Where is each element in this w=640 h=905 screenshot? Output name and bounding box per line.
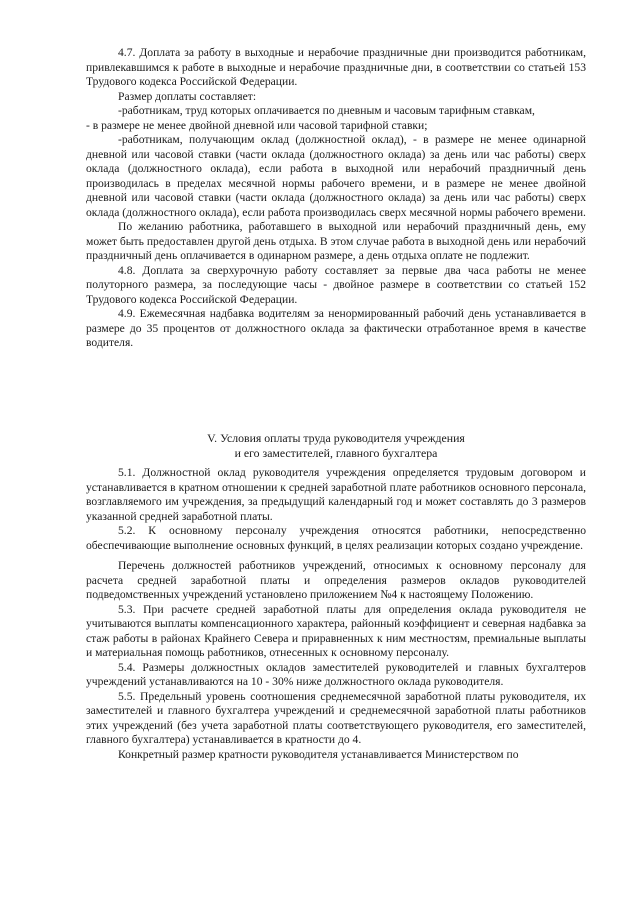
paragraph-4-7-size: Размер доплаты составляет: xyxy=(118,89,257,103)
paragraph-4-8: 4.8. Доплата за сверхурочную работу составляет за первые два часа работы не менее полуторного размера, за последующие часы - двойное размере в соответствии со статьей 152 Трудового кодекса Российской Федерации. xyxy=(86,263,586,306)
paragraph-4-9: 4.9. Ежемесячная надбавка водителям за ненормированный рабочий день устанавливается в размере до 35 процентов от должностного оклада за фактически отработанное время в качестве водителя. xyxy=(86,307,586,349)
paragraph-5-3: 5.3. При расчете средней заработной платы для определения оклада руководителя не учитываются выплаты компенсационного характера, районный коэффициент и северная надбавка за стаж работы в районах Крайнего Севера и приравненных к ним местностям, премиальные выплаты и материальная помощь работников, отнесенных к основному персоналу. xyxy=(86,602,586,659)
paragraph-5-5: 5.5. Предельный уровень соотношения среднемесячной заработной платы руководителя, их заместителей и главного бухгалтера учреждений и среднемесячной заработной платы работников этих учреждений (без учета заработной платы соответствующего руководителя, его заместителей, главного бухгалтера) устанавливается в кратности до 4. xyxy=(86,689,586,746)
paragraph-4-7-a: -работникам, труд которых оплачивается по дневным и часовым тарифным ставкам, xyxy=(118,104,535,117)
section-5-heading xyxy=(86,431,586,460)
paragraph-4-7-c: -работникам, получающим оклад (должностной оклад), - в размере не менее одинарной дневной или часовой ставки (части оклада (должностного оклада) за день или час работы) сверх оклада (должностного оклада), если работа в выходной или нерабочий праздничный день производилась в пределах месячной нормы рабочего времени, и в размере не менее двойной дневной или часовой ставки (части оклада (должностного оклада) за день или час работы) сверх оклада (должностного оклада), если работа производилась сверх месячной нормы рабочего времени. xyxy=(86,133,586,219)
section-5-title-line1: V. Условия оплаты труда руководителя учреждения xyxy=(207,431,465,445)
paragraph-4-7-d: По желанию работника, работавшего в выходной или нерабочий праздничный день, ему может быть предоставлен другой день отдыха. В этом случае работа в выходной день или нерабочий праздничный день оплачивается в одинарном размере, а день отдыха оплате не подлежит. xyxy=(86,220,586,262)
paragraph-5-2: 5.2. К основному персоналу учреждения относятся работники, непосредственно обеспечивающие выполнение основных функций, в целях реализации которых создано учреждение. xyxy=(86,524,586,552)
paragraph-5-2-list: Перечень должностей работников учреждений, относимых к основному персоналу для расчета средней заработной платы и определения размеров окладов руководителей подведомственных учреждений установлено приложением №4 к настоящему Положению. xyxy=(86,559,586,601)
paragraph-4-7-b: - в размере не менее двойной дневной или часовой тарифной ставки; xyxy=(86,118,428,132)
paragraph-5-4: 5.4. Размеры должностных окладов заместителей руководителей и главных бухгалтеров учреждений устанавливаются на 10 - 30% ниже должностного оклада руководителя. xyxy=(86,660,586,688)
section-5-title-line2: и его заместителей, главного бухгалтера xyxy=(234,445,438,460)
paragraph-5-1: 5.1. Должностной оклад руководителя учреждения определяется трудовым договором и устанавливается в кратном отношении к средней заработной плате работников основного персонала, возглавляемого им учреждения, за предыдущий календарный год и может составлять до 3 размеров указанной средней заработной платы. xyxy=(86,466,586,523)
section-5-body xyxy=(86,466,586,762)
paragraph-4-7: 4.7. Доплата за работу в выходные и нерабочие праздничные дни производится работникам, привлекавшимся к работе в выходные и нерабочие праздничные дни, в соответствии со статьей 153 Трудового кодекса Российской Федерации. xyxy=(86,46,586,88)
paragraph-5-5-last: Конкретный размер кратности руководителя устанавливается Министерством по xyxy=(118,747,519,761)
section-4-part xyxy=(86,46,586,351)
